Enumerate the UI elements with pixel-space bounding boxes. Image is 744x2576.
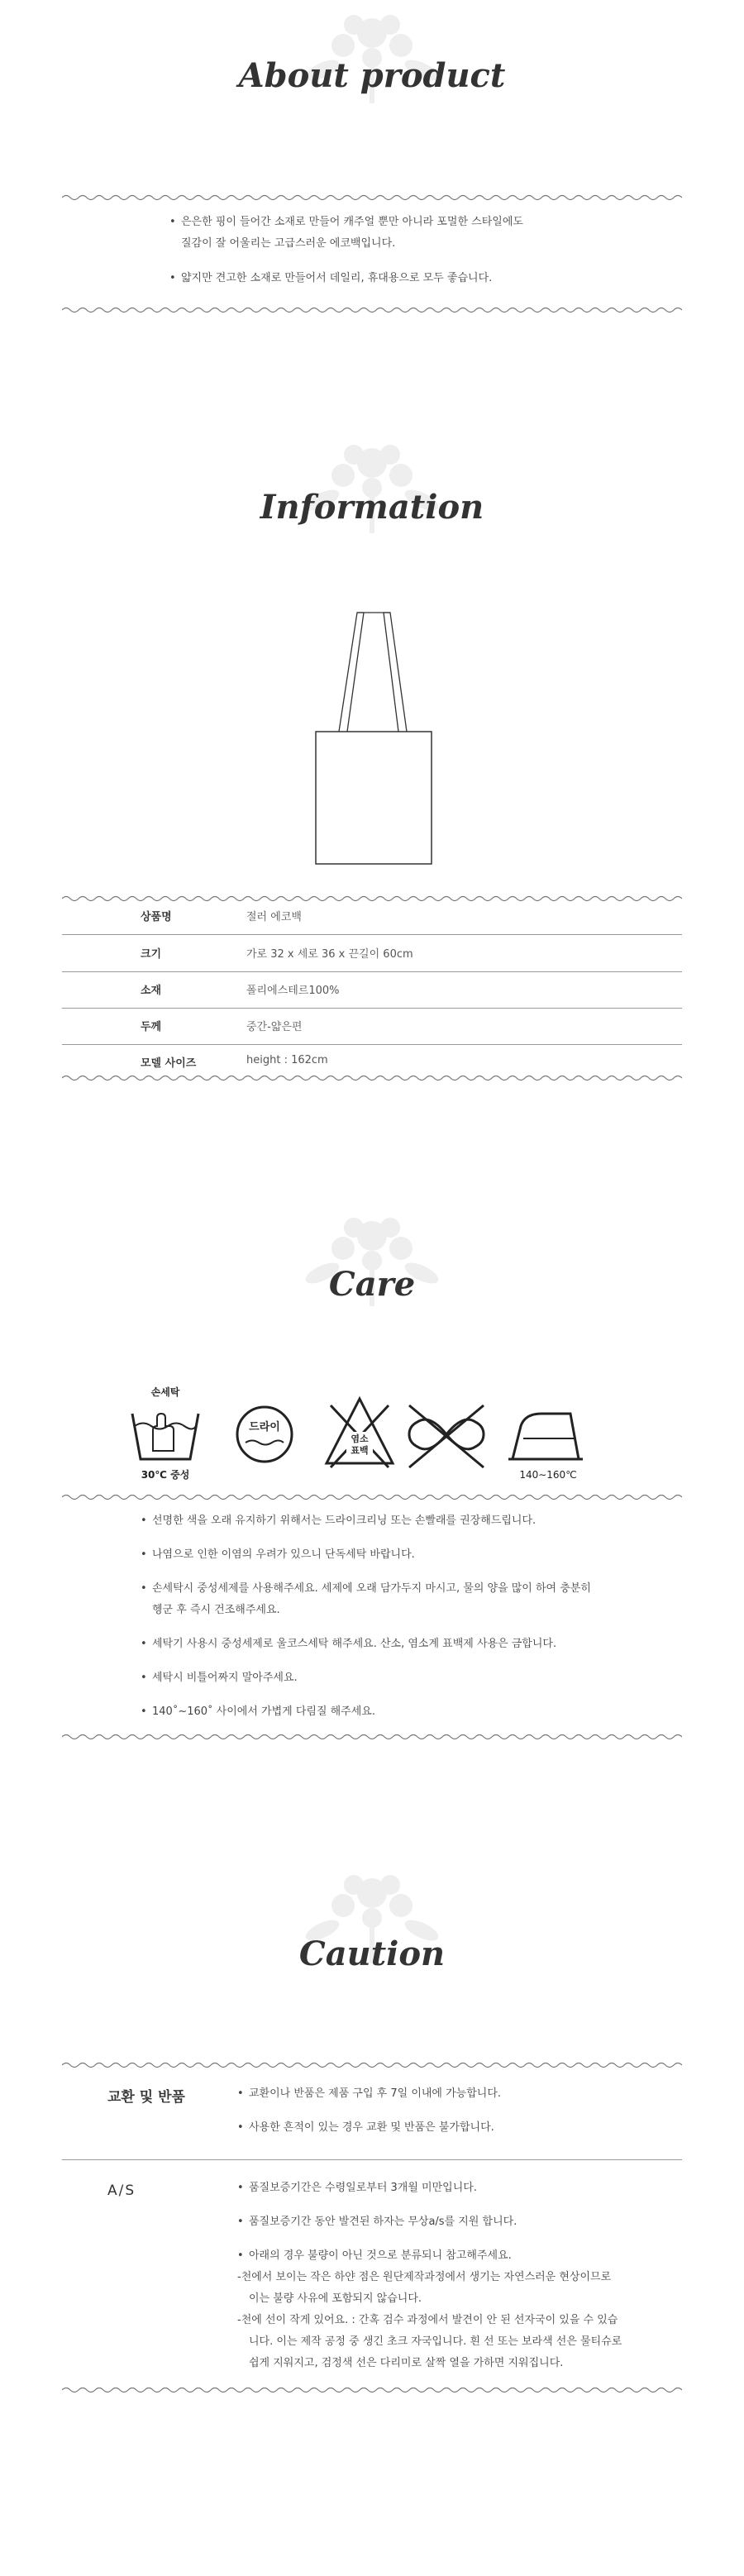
- as-note-2-cont1: 니다. 이는 제작 공정 중 생긴 초크 자국입니다. 흰 선 또는 보라색 선은 물티슈로: [249, 2335, 622, 2348]
- care-bullet-1: • 선명한 색을 오래 유지하기 위해서는 드라이크리닝 또는 손빨래를 권장해드립니다.: [141, 1515, 537, 1527]
- about-bullet-1-cont: 질감이 잘 어울리는 고급스러운 에코백입니다.: [181, 237, 396, 250]
- care-bullet-3: • 손세탁시 중성세제를 사용해주세요. 세제에 오래 담가두지 마시고, 물의 양을 많이 하여 충분히: [141, 1582, 591, 1595]
- about-bullet-2: • 얇지만 견고한 소재로 만들어서 데일리, 휴대용으로 모두 좋습니다.: [169, 272, 493, 284]
- wavy-divider: [62, 894, 682, 903]
- care-title: Care: [328, 1265, 416, 1304]
- handwash-bottom-label: 30℃ 중성: [141, 1469, 190, 1481]
- as-bullet-3: • 아래의 경우 불량이 아닌 것으로 분류되니 참고해주세요.: [237, 2249, 512, 2262]
- care-bullet-3-cont: 헹군 후 즉시 건조해주세요.: [152, 1604, 280, 1616]
- info-label-name: 상품명: [141, 911, 172, 923]
- wavy-divider: [62, 193, 682, 202]
- as-note-2: -천에 선이 작게 있어요. : 간혹 검수 과정에서 발견이 안 된 선자국이 있을 수 있습: [237, 2314, 618, 2326]
- row-divider: [62, 1044, 682, 1045]
- wavy-divider: [62, 2386, 682, 2394]
- info-value-model-size: height : 162cm: [246, 1054, 328, 1066]
- care-bullet-6: • 140˚~160˚ 사이에서 가볍게 다림질 해주세요.: [141, 1705, 375, 1718]
- iron-label: 140∼160℃: [519, 1469, 577, 1481]
- info-label-material: 소재: [141, 985, 162, 997]
- row-divider: [62, 1008, 682, 1009]
- row-divider: [62, 934, 682, 935]
- section-divider: [62, 2159, 682, 2160]
- bleach-label-2: 표백: [351, 1445, 369, 1456]
- no-bleach-icon: [327, 1399, 393, 1467]
- iron-icon: [508, 1414, 583, 1481]
- as-note-1: -천에서 보이는 작은 하얀 점은 원단제작과정에서 생기는 자연스러운 현상이므로: [237, 2271, 612, 2283]
- no-wring-icon: [409, 1405, 484, 1467]
- dry-clean-icon: [237, 1407, 292, 1462]
- info-value-size: 가로 32 x 세로 36 x 끈길이 60cm: [246, 948, 413, 961]
- tote-bag-icon: [306, 608, 438, 868]
- information-title: Information: [260, 488, 484, 527]
- info-label-model-size: 모델 사이즈: [141, 1057, 197, 1070]
- wavy-divider: [62, 306, 682, 314]
- caution-title: Caution: [298, 1934, 446, 1973]
- exchange-bullet-1: • 교환이나 반품은 제품 구입 후 7일 이내에 가능합니다.: [237, 2087, 502, 2100]
- as-note-2-cont2: 쉽게 지워지고, 검정색 선은 다리미로 살짝 열을 가하면 지워집니다.: [249, 2357, 564, 2369]
- info-value-material: 폴리에스테르100%: [246, 985, 340, 997]
- wavy-divider: [62, 1074, 682, 1082]
- row-divider: [62, 971, 682, 972]
- as-bullet-2: • 품질보증기간 동안 발견된 하자는 무상a/s를 지원 합니다.: [237, 2216, 517, 2228]
- bleach-label-1: 염소: [351, 1433, 369, 1444]
- as-bullet-1: • 품질보증기간은 수령일로부터 3개월 미만입니다.: [237, 2182, 477, 2194]
- about-title: About product: [238, 56, 506, 95]
- wavy-divider: [62, 2061, 682, 2069]
- wavy-divider: [62, 1733, 682, 1741]
- as-note-1-cont: 이는 불량 사유에 포함되지 않습니다.: [249, 2292, 422, 2305]
- as-label: A/S: [107, 2182, 136, 2199]
- hand-wash-icon: [132, 1386, 198, 1481]
- exchange-label: 교환 및 반품: [107, 2089, 185, 2106]
- about-bullet-1: • 은은한 핑이 들어간 소재로 만들어 캐주얼 뿐만 아니라 포멀한 스타일에도: [169, 216, 523, 228]
- wavy-divider: [62, 1493, 682, 1501]
- handwash-top-label: 손세탁: [150, 1386, 180, 1398]
- info-value-name: 절러 에코백: [246, 911, 302, 923]
- info-value-thickness: 중간-얇은편: [246, 1021, 303, 1033]
- info-label-thickness: 두께: [141, 1021, 162, 1033]
- care-icons: [120, 1381, 632, 1488]
- care-bullet-2: • 나염으로 인한 이염의 우려가 있으니 단독세탁 바랍니다.: [141, 1548, 415, 1561]
- exchange-bullet-2: • 사용한 흔적이 있는 경우 교환 및 반품은 불가합니다.: [237, 2121, 494, 2134]
- dry-label: 드라이: [249, 1421, 280, 1433]
- care-bullet-5: • 세탁시 비틀어짜지 말아주세요.: [141, 1672, 298, 1684]
- info-label-size: 크기: [141, 948, 162, 961]
- care-bullet-4: • 세탁기 사용시 중성세제로 울코스세탁 해주세요. 산소, 염소계 표백제 사용은 금합니다.: [141, 1638, 557, 1650]
